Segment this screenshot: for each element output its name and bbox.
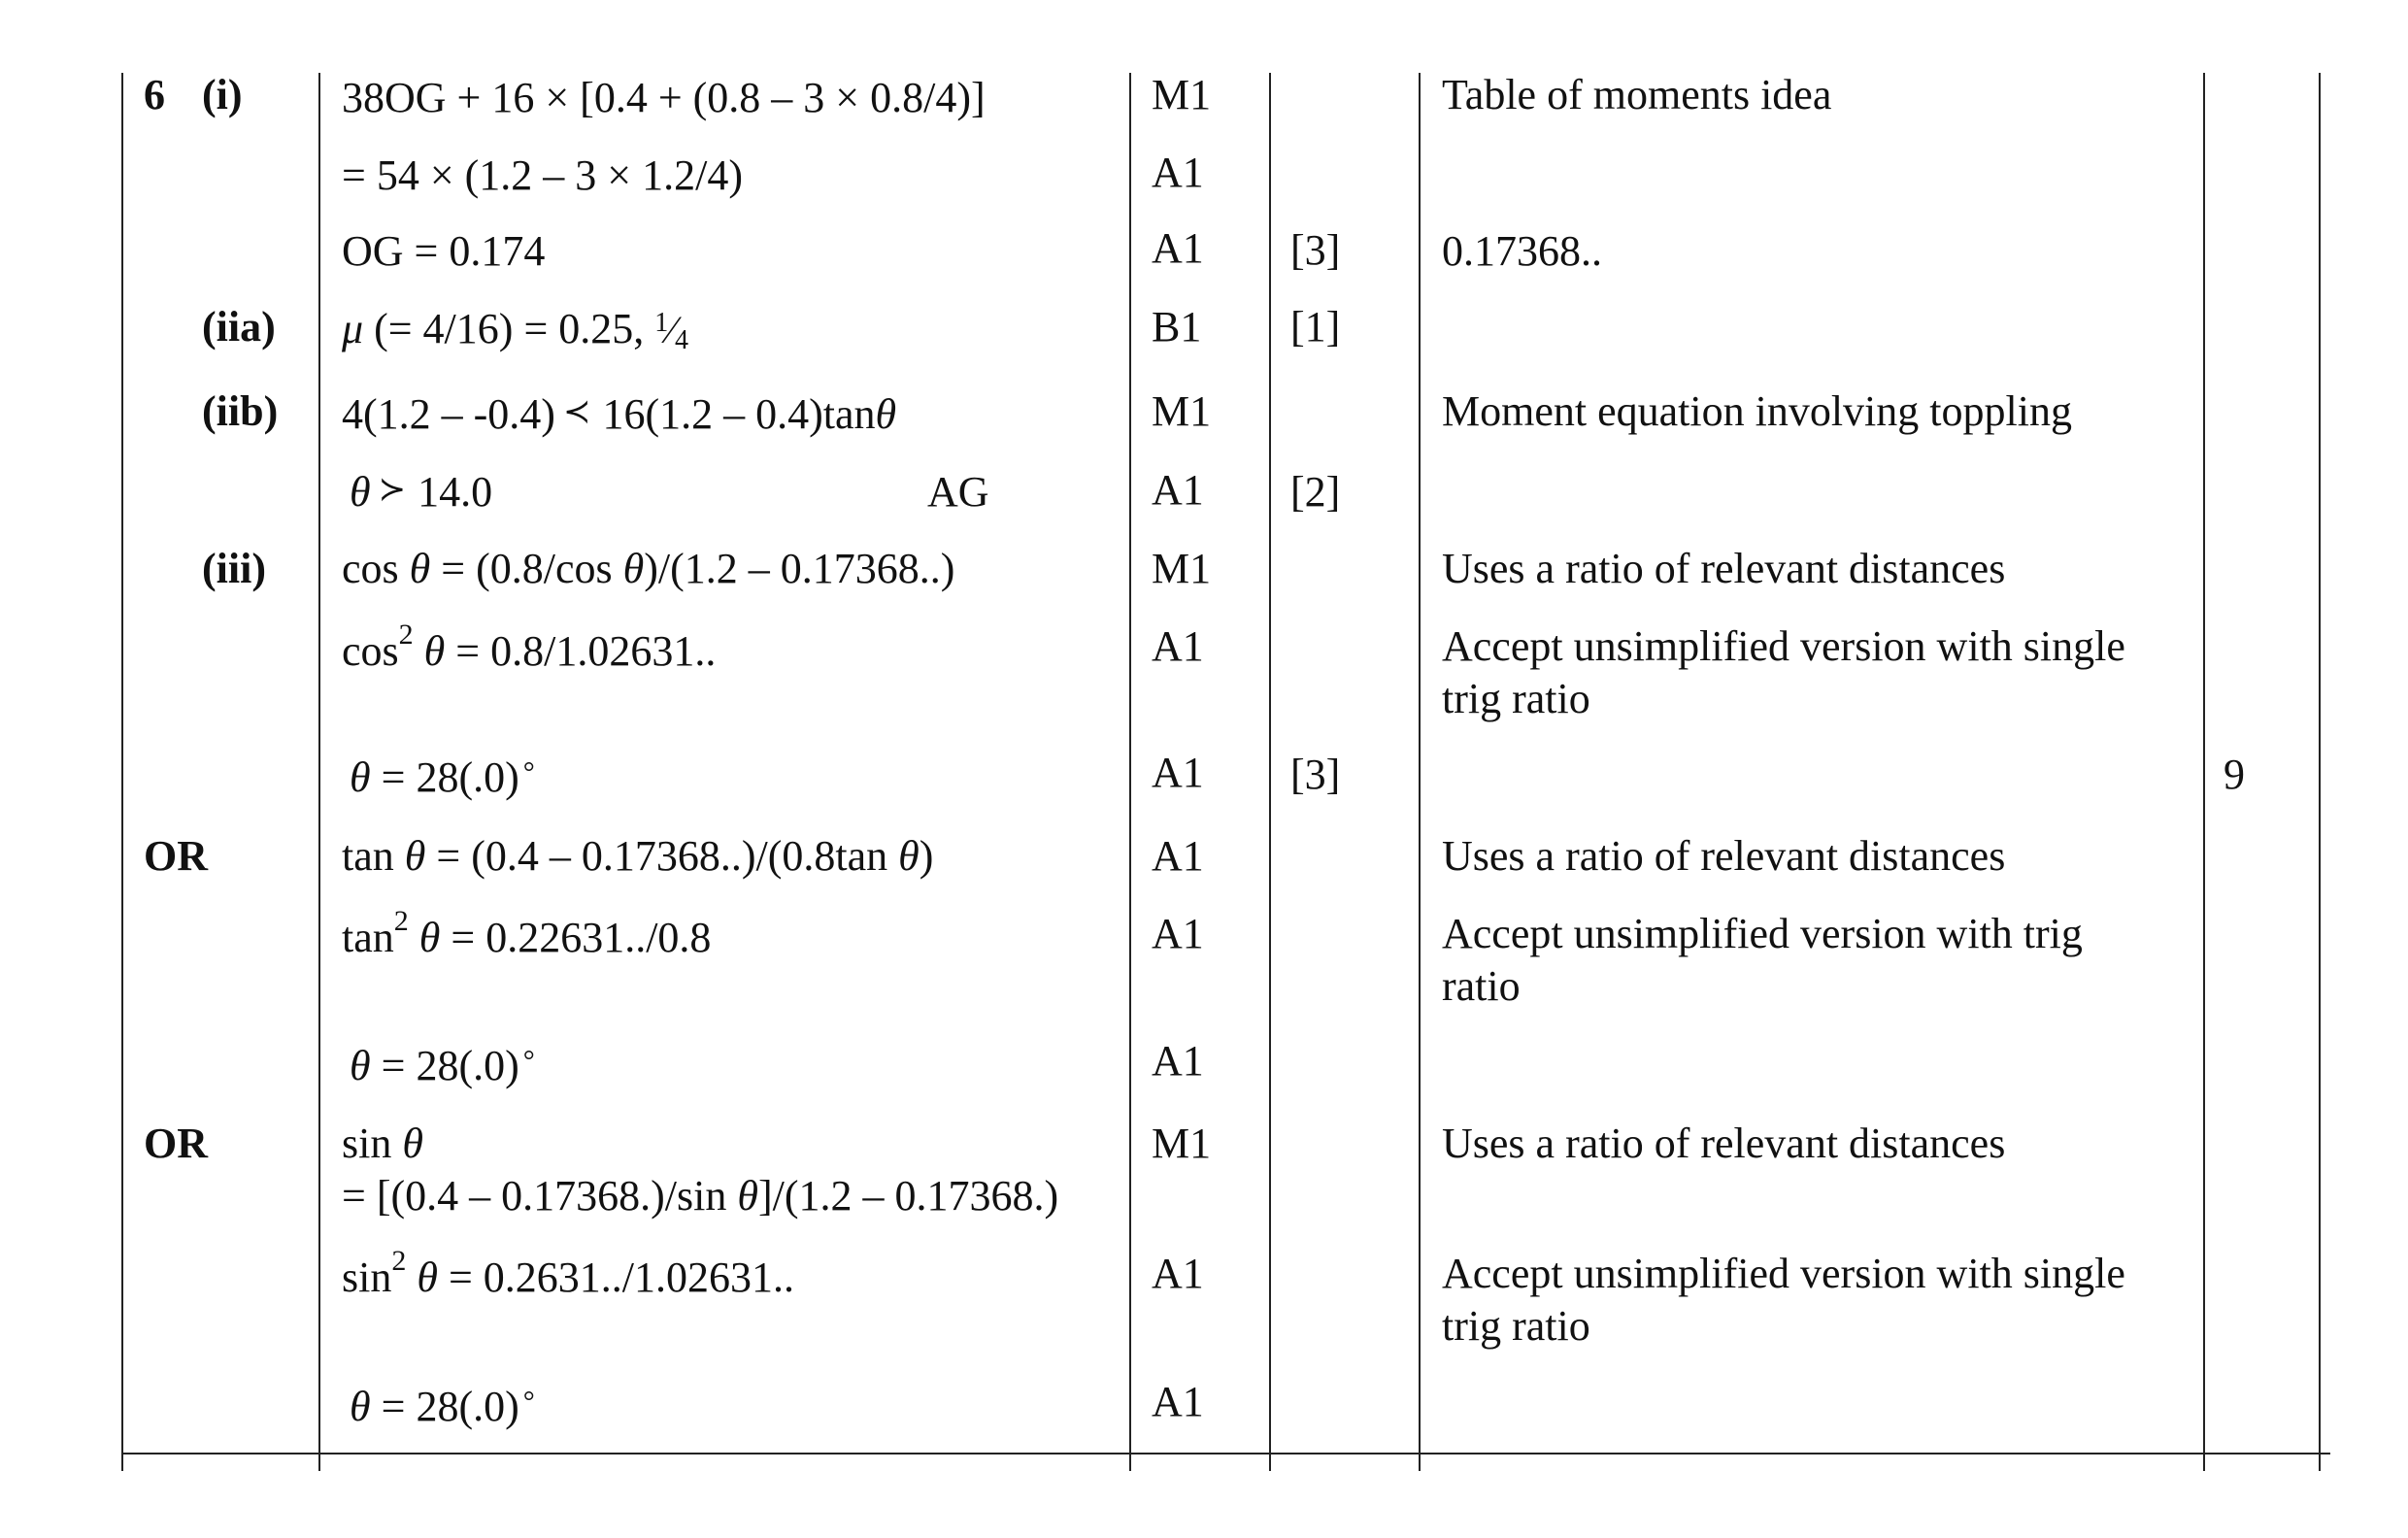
answer-text: tan [342,914,394,961]
theta-symbol: θ [350,1383,371,1430]
succeeds-symbol: ≻ [378,470,407,509]
guidance: Uses a ratio of relevant distances [1442,832,2006,880]
theta-symbol: θ [350,1042,371,1089]
answer-text: = 28(.0) [370,1042,519,1089]
part-label: OR [144,832,208,880]
superscript: 2 [391,1245,407,1278]
mark: A1 [1152,1037,1204,1085]
theta-symbol: θ [423,627,446,675]
answer-line: = 54 × (1.2 – 3 × 1.2/4) [342,151,743,199]
theta-symbol: θ [898,832,920,880]
answer-text: = 28(.0) [370,1383,519,1430]
degree-symbol: ° [522,756,535,788]
guidance: Moment equation involving toppling [1442,387,2072,435]
answer-line [350,1041,535,1096]
answer-text: = [(0.4 – 0.17368.)/sin [342,1172,727,1220]
subtotal: [1] [1290,303,1341,351]
theta-symbol: θ [737,1172,758,1220]
guidance: Accept unsimplified version with trig [1442,910,2083,957]
subtotal: [3] [1290,751,1341,798]
fraction-numerator: 1 [654,308,669,338]
column-divider-subtotal [1269,73,1271,1471]
answer-line [342,544,954,594]
mark: M1 [1152,387,1212,435]
column-divider-total [2203,73,2205,1471]
guidance: trig ratio [1442,675,1590,722]
answer-text: = 0.8/1.02631.. [445,627,717,675]
mark: M1 [1152,1120,1212,1167]
answer-line [350,1382,535,1437]
part-label: (i) [202,71,243,118]
theta-symbol: θ [418,914,441,961]
part-label: (iib) [202,387,279,435]
superscript: 2 [393,905,409,938]
answer-given-tag: AG [927,468,989,516]
theta-symbol: θ [404,832,426,880]
mark: A1 [1152,749,1204,796]
answer-text: = (0.4 – 0.17368..)/(0.8tan [425,832,888,880]
answer-text: ]/(1.2 – 0.17368.) [757,1172,1059,1220]
answer-line [342,1171,1058,1221]
answer-text: tan [342,832,394,880]
mark: A1 [1152,224,1204,272]
guidance: Accept unsimplified version with single [1442,622,2125,670]
subtotal: [2] [1290,468,1341,516]
answer-text: ) [919,832,934,880]
answer-line [342,1119,423,1169]
answer-text: cos [342,545,399,592]
theta-symbol: θ [402,1120,423,1167]
answer-text: 14.0 [418,468,493,516]
fraction-denominator: 4 [674,325,688,355]
answer-line: OG = 0.174 [342,227,546,275]
table-bottom-border [121,1453,2330,1454]
theta-symbol: θ [622,545,645,592]
answer-text: = 0.2631../1.02631.. [437,1254,795,1301]
answer-line [342,619,717,677]
answer-line [342,831,933,882]
theta-symbol: θ [350,753,371,801]
mark: A1 [1152,910,1204,957]
table-border-right [2319,73,2321,1471]
theta-symbol: θ [350,468,371,516]
question-number: 6 [144,71,165,118]
answer-text: )/(1.2 – 0.17368..) [644,545,955,592]
mark: A1 [1152,149,1204,196]
part-label: (iia) [202,303,276,351]
answer-line: 38OG + 16 × [0.4 + (0.8 – 3 × 0.8/4)] [342,74,986,121]
column-divider-mark [1129,73,1131,1471]
theta-symbol: θ [409,545,431,592]
part-label: OR [144,1120,208,1167]
subtotal: [3] [1290,226,1341,274]
guidance: Table of moments idea [1442,71,1832,118]
mark: A1 [1152,466,1204,514]
answer-text: = 28(.0) [370,753,519,801]
answer-text: cos [342,627,399,675]
theta-symbol: θ [417,1254,438,1301]
answer-text: sin [342,1254,392,1301]
mu-symbol: μ [342,305,364,352]
degree-symbol: ° [522,1386,535,1418]
answer-line [342,389,896,443]
guidance: Accept unsimplified version with single [1442,1250,2125,1297]
question-total: 9 [2224,751,2245,798]
guidance: ratio [1442,962,1521,1010]
part-label: (iii) [202,545,266,592]
answer-line [350,752,535,808]
column-divider-guidance [1419,73,1421,1471]
degree-symbol: ° [522,1045,535,1077]
answer-text: (= 4/16) = 0.25, [363,305,645,352]
mark: A1 [1152,1378,1204,1425]
table-border-left [121,73,123,1471]
guidance: Uses a ratio of relevant distances [1442,545,2006,592]
answer-text: 4(1.2 – -0.4) [342,390,555,438]
fraction: $^1$⁄4 [654,308,688,355]
answer-line [342,304,688,360]
column-divider-answer [318,73,320,1471]
mark: A1 [1152,622,1204,670]
guidance: Uses a ratio of relevant distances [1442,1120,2006,1167]
answer-text: 16(1.2 – 0.4)tan [602,390,876,438]
answer-line [342,905,712,963]
answer-line [342,1245,795,1303]
mark: A1 [1152,832,1204,880]
mark: M1 [1152,545,1212,592]
answer-text: sin [342,1120,392,1167]
superscript: 2 [398,619,414,652]
mark: M1 [1152,71,1212,118]
precedes-symbol: ≺ [562,392,591,431]
theta-symbol: θ [875,390,897,438]
answer-text: = 0.22631../0.8 [440,914,712,961]
guidance: trig ratio [1442,1302,1590,1350]
answer-line [350,467,492,520]
guidance: 0.17368.. [1442,227,1602,275]
answer-text: = (0.8/cos [430,545,613,592]
mark: B1 [1152,303,1202,351]
mark: A1 [1152,1250,1204,1297]
